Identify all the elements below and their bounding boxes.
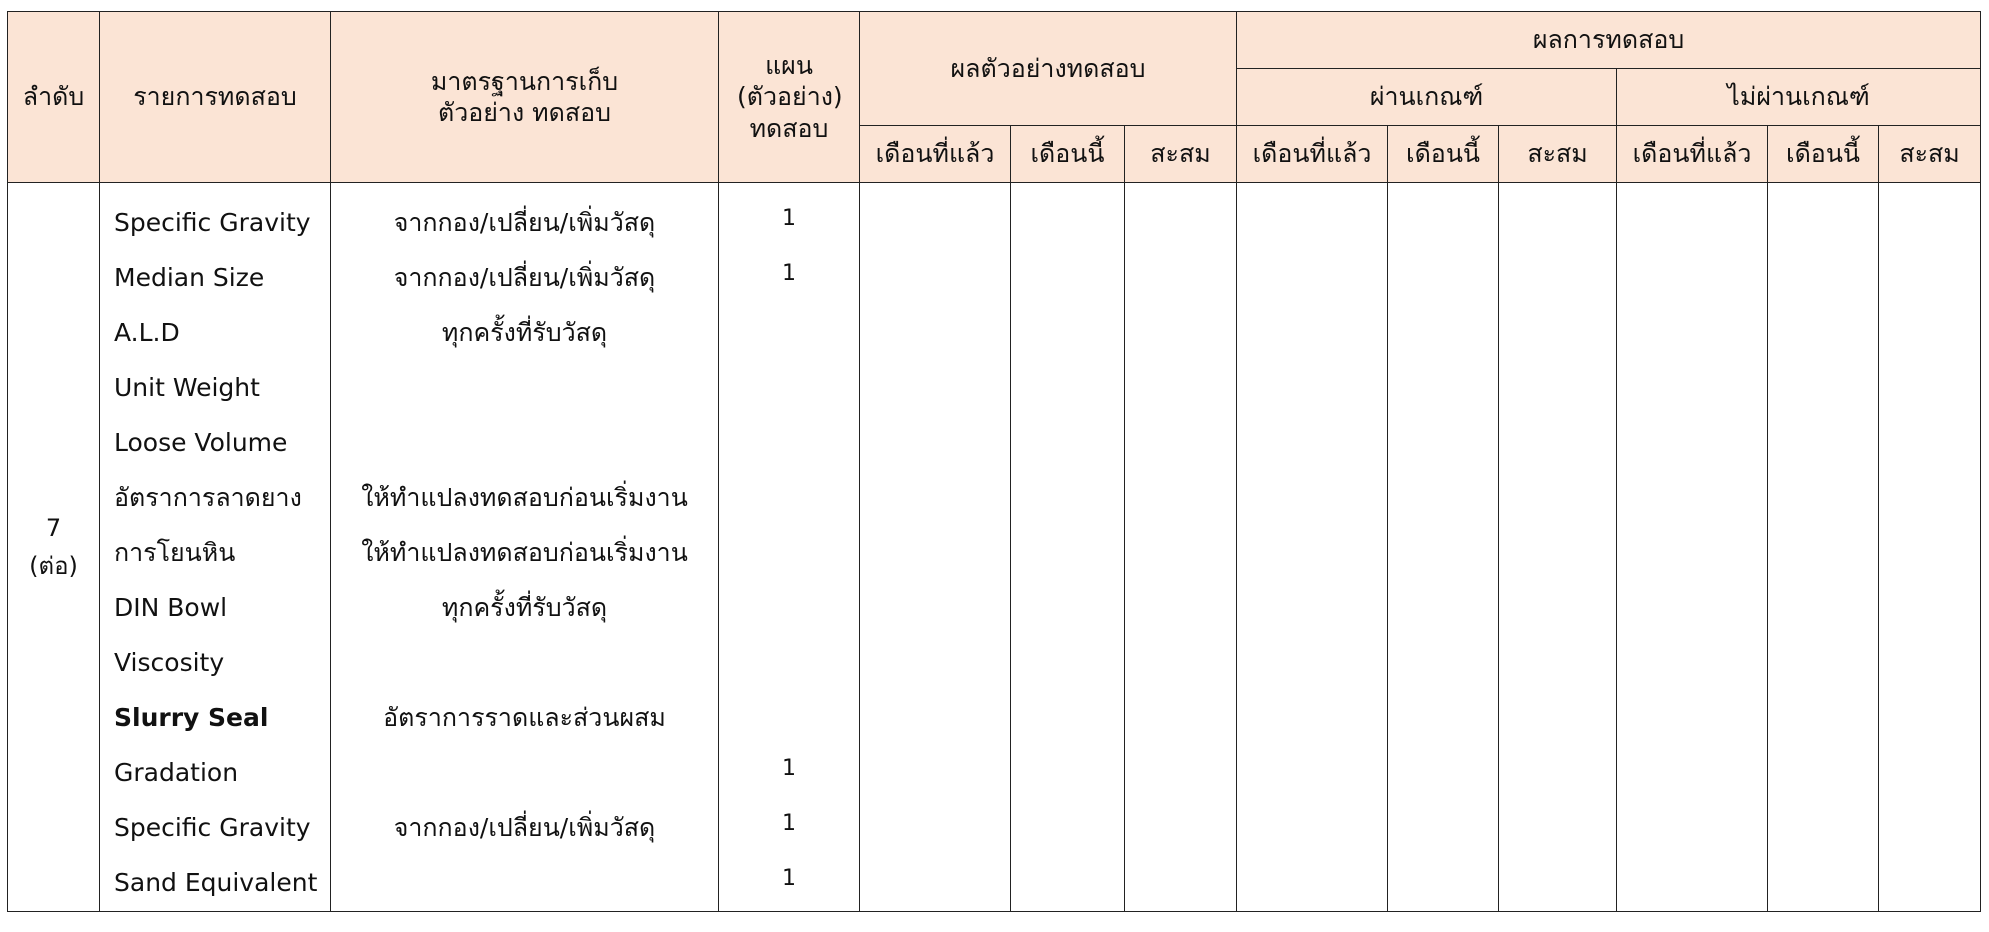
header-sample-this-month: เดือนนี้: [1011, 126, 1125, 183]
plan-count: [719, 415, 859, 470]
seq-number: 7: [45, 513, 62, 542]
plan-count: 1: [782, 866, 796, 891]
header-sample-result: ผลตัวอย่างทดสอบ: [860, 12, 1237, 126]
header-fail-this-month: เดือนนี้: [1768, 126, 1879, 183]
plan-count: [719, 580, 859, 635]
standard-text: ทุกครั้งที่รับวัสดุ: [441, 593, 608, 622]
plan-cell: [719, 183, 860, 912]
plan-count: 1: [782, 756, 796, 781]
header-pass-cumulative: สะสม: [1499, 126, 1617, 183]
fail-last-month-cell: [1617, 183, 1768, 912]
header-standard: มาตรฐานการเก็บตัวอย่าง ทดสอบ: [331, 12, 719, 183]
item-name: Sand Equivalent: [114, 868, 318, 897]
plan-count: [719, 360, 859, 415]
items-cell: [100, 183, 331, 912]
standard-text: ให้ทำแปลงทดสอบก่อนเริ่มงาน: [361, 538, 688, 567]
item-name: A.L.D: [114, 318, 180, 347]
header-pass-this-month: เดือนนี้: [1388, 126, 1499, 183]
standard-text: [331, 745, 718, 800]
header-test-result: ผลการทดสอบ: [1237, 12, 1981, 69]
item-name: Specific Gravity: [114, 813, 311, 842]
seq-note: (ต่อ): [29, 552, 78, 580]
header-seq: ลำดับ: [8, 12, 100, 183]
standard-text: [331, 415, 718, 470]
header-plan: แผน (ตัวอย่าง) ทดสอบ: [719, 12, 860, 183]
item-name: Loose Volume: [114, 428, 288, 457]
plan-count: [719, 690, 859, 745]
plan-count: 1: [782, 206, 796, 231]
standard-text: จากกอง/เปลี่ยน/เพิ่มวัสดุ: [393, 813, 656, 842]
item-name: DIN Bowl: [114, 593, 228, 622]
standard-text: ให้ทำแปลงทดสอบก่อนเริ่มงาน: [361, 483, 688, 512]
header-pass: ผ่านเกณฑ์: [1237, 69, 1617, 126]
sample-last-month-cell: [860, 183, 1011, 912]
item-name: อัตราการลาดยาง: [114, 483, 302, 512]
item-name: Specific Gravity: [114, 208, 311, 237]
sample-this-month-cell: [1011, 183, 1125, 912]
header-fail-cumulative: สะสม: [1879, 126, 1981, 183]
header-item: รายการทดสอบ: [100, 12, 331, 183]
standard-text: [331, 855, 718, 910]
standards-cell: [331, 183, 719, 912]
test-results-table: [7, 11, 1981, 912]
standard-text: [331, 360, 718, 415]
item-name: Unit Weight: [114, 373, 260, 402]
item-name: การโยนหิน: [114, 538, 236, 567]
plan-count: 1: [782, 811, 796, 836]
plan-count: 1: [782, 261, 796, 286]
standard-text: จากกอง/เปลี่ยน/เพิ่มวัสดุ: [393, 208, 656, 237]
standard-text: ทุกครั้งที่รับวัสดุ: [441, 318, 608, 347]
item-name: Gradation: [114, 758, 239, 787]
pass-cumulative-cell: [1499, 183, 1617, 912]
standard-text: อัตราการราดและส่วนผสม: [383, 703, 666, 732]
standard-text: จากกอง/เปลี่ยน/เพิ่มวัสดุ: [393, 263, 656, 292]
item-name-section: Slurry Seal: [114, 703, 269, 732]
fail-cumulative-cell: [1879, 183, 1981, 912]
plan-count: [719, 635, 859, 690]
plan-count: [719, 305, 859, 360]
pass-last-month-cell: [1237, 183, 1388, 912]
header-sample-last-month: เดือนที่แล้ว: [860, 126, 1011, 183]
header-sample-cumulative: สะสม: [1125, 126, 1237, 183]
standard-text: [331, 635, 718, 690]
item-name: Median Size: [114, 263, 265, 292]
plan-count: [719, 525, 859, 580]
seq-cell: [8, 183, 100, 912]
sample-cumulative-cell: [1125, 183, 1237, 912]
table-row: [8, 183, 1981, 912]
header-fail-last-month: เดือนที่แล้ว: [1617, 126, 1768, 183]
header-fail: ไม่ผ่านเกณฑ์: [1617, 69, 1981, 126]
plan-count: [719, 470, 859, 525]
item-name: Viscosity: [114, 648, 225, 677]
pass-this-month-cell: [1388, 183, 1499, 912]
fail-this-month-cell: [1768, 183, 1879, 912]
header-pass-last-month: เดือนที่แล้ว: [1237, 126, 1388, 183]
